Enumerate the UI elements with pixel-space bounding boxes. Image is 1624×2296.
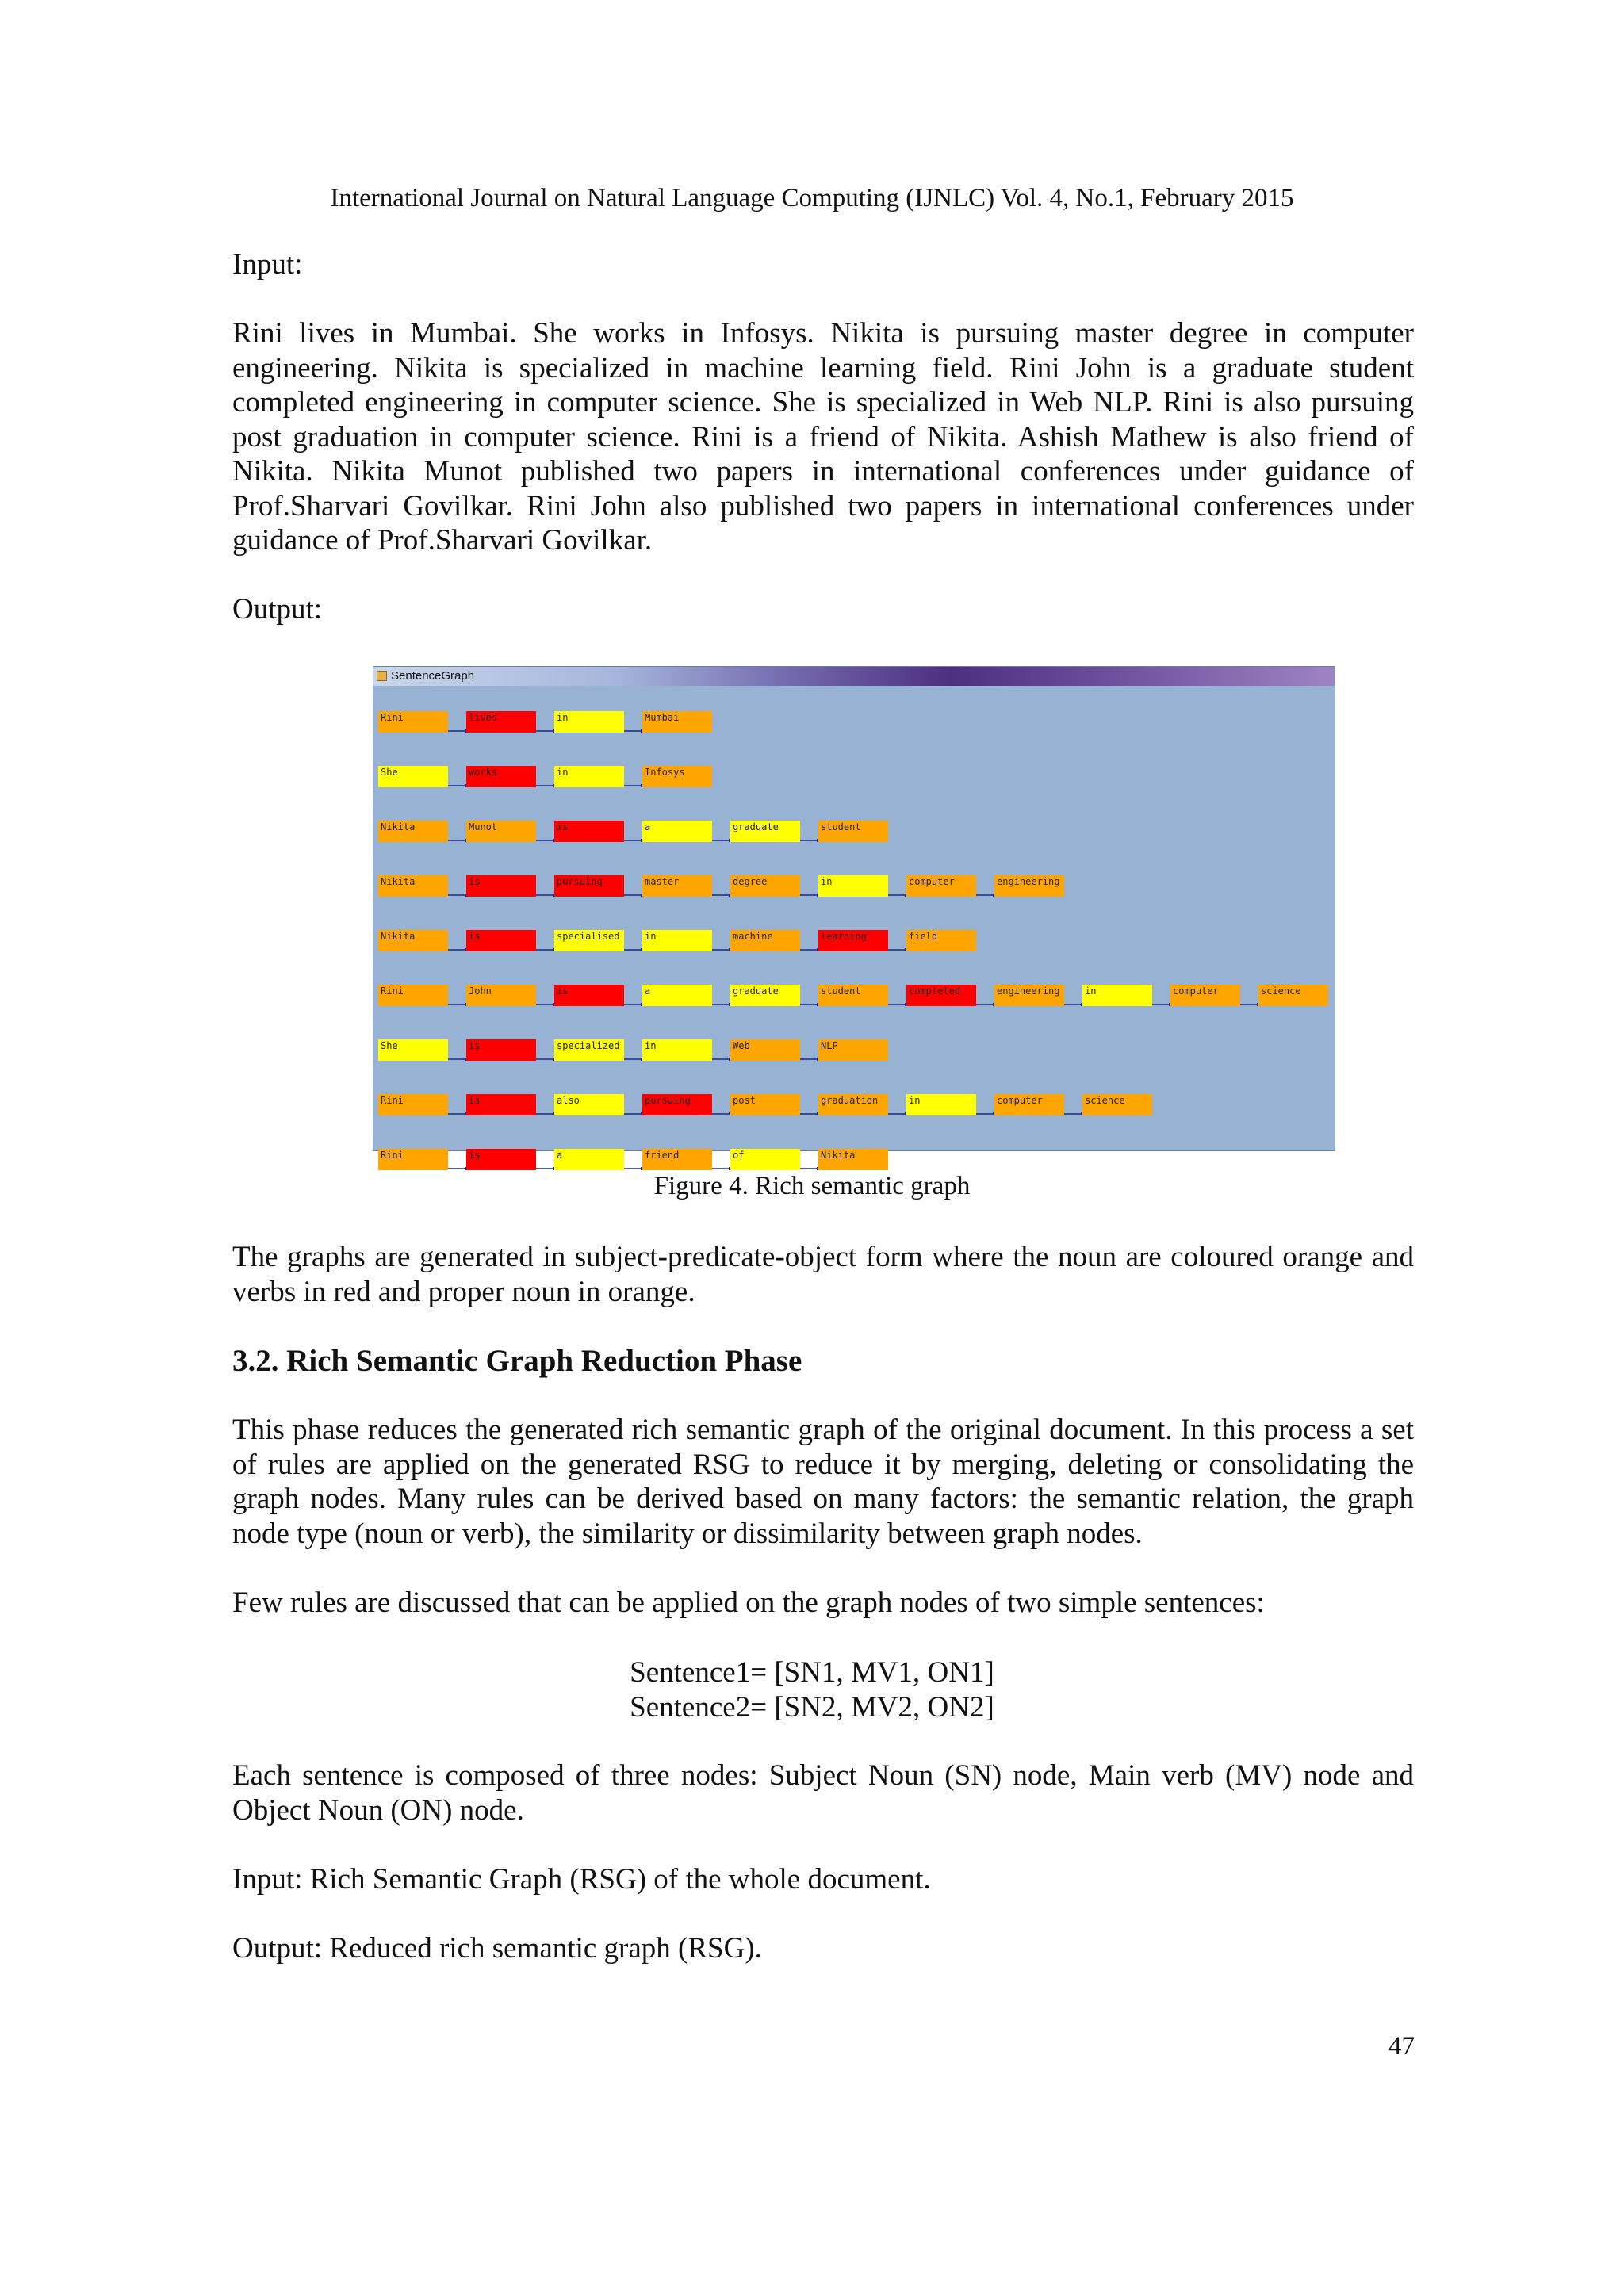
graph-node-label: completed <box>909 985 961 997</box>
graph-node-label: in <box>909 1095 921 1106</box>
paragraph-nodes: Each sentence is composed of three nodes: Subject Noun (SN) node, Main verb (MV) node and Object Noun (ON) node. <box>232 1759 1414 1827</box>
graph-node-label: works <box>469 767 498 778</box>
graph-node-label: friend <box>645 1150 680 1161</box>
graph-node-label: machine <box>733 931 773 942</box>
graph-node-label: computer <box>909 876 955 887</box>
graph-node-label: is <box>469 931 481 942</box>
sentence2-definition: Sentence2= [SN2, MV2, ON2] <box>630 1691 994 1724</box>
graph-row <box>378 1149 888 1170</box>
graph-node-label: Rini <box>381 1095 404 1106</box>
graph-node-label: She <box>381 1040 398 1051</box>
graph-row <box>378 1039 888 1061</box>
graph-node-label: Munot <box>469 821 498 832</box>
graph-node-label: is <box>469 1150 481 1161</box>
graph-node-label: in <box>645 931 657 942</box>
graph-node-label: lives <box>469 712 498 723</box>
graph-node-label: She <box>381 767 398 778</box>
paragraph-rules: Few rules are discussed that can be applied on the graph nodes of two simple sentences: <box>232 1586 1265 1619</box>
paragraph-output: Output: Reduced rich semantic graph (RSG). <box>232 1932 762 1965</box>
graph-node-label: pursuing <box>645 1095 691 1106</box>
graph-row <box>378 766 712 787</box>
sentence1-definition: Sentence1= [SN1, MV1, ON1] <box>630 1656 994 1689</box>
figure-caption: Figure 4. Rich semantic graph <box>653 1172 971 1200</box>
window-title: SentenceGraph <box>391 669 475 683</box>
graph-node-label: a <box>557 1150 563 1161</box>
graph-node-yellow <box>642 821 712 842</box>
graph-node-yellow <box>554 1149 624 1170</box>
graph-node-label: science <box>1261 985 1301 997</box>
graph-node-label: specialized <box>557 1040 620 1051</box>
graph-node-label: field <box>909 931 938 942</box>
paragraph-phase: This phase reduces the generated rich semantic graph of the original document. In this process a set of rules are applied on the generated RSG to reduce it by merging, deleting or consolidating the graph nodes. Many rules can be derived based on many factors: the semantic relation, the graph node type (noun or verb), the similarity or dissimilarity between graph nodes. <box>232 1414 1414 1550</box>
input-paragraph: Rini lives in Mumbai. She works in Infosys. Nikita is pursuing master degree in computer engineering. Nikita is specialized in machine learning field. Rini John is a graduate student completed engineering in computer science. She is specialized in Web NLP. Rini is also pursuing post graduation in computer science. Rini is a friend of Nikita. Ashish Mathew is also friend of Nikita. Nikita Munot published two papers in international conferences under guidance of Prof.Sharvari Govilkar. Rini John also published two papers in international conferences under guidance of Prof.Sharvari Govilkar. <box>232 317 1414 557</box>
graph-node-label: computer <box>997 1095 1043 1106</box>
graph-node-label: a <box>645 821 651 832</box>
graph-row <box>378 985 1328 1006</box>
graph-node-label: Nikita <box>381 931 416 942</box>
graph-node-label: in <box>821 876 833 887</box>
graph-node-label: Infosys <box>645 767 685 778</box>
paragraph-input: Input: Rich Semantic Graph (RSG) of the whole document. <box>232 1863 931 1896</box>
input-label: Input: <box>232 248 303 281</box>
graph-node-label: Nikita <box>381 821 416 832</box>
graph-row <box>378 930 976 951</box>
graph-node-label: pursuing <box>557 876 603 887</box>
graph-node-label: is <box>557 821 569 832</box>
graph-node-yellow <box>642 985 712 1006</box>
graph-node-label: also <box>557 1095 580 1106</box>
journal-header: International Journal on Natural Language Computing (IJNLC) Vol. 4, No.1, February 2015 <box>330 184 1294 212</box>
graph-node-label: specialised <box>557 931 620 942</box>
graph-node-label: science <box>1085 1095 1125 1106</box>
graph-node-label: master <box>645 876 680 887</box>
graph-node-label: student <box>821 821 861 832</box>
graph-node-label: computer <box>1173 985 1219 997</box>
graph-row <box>378 1094 1152 1115</box>
sentence-graph-window <box>373 666 1335 1161</box>
graph-node-label: in <box>557 767 569 778</box>
graph-node-label: is <box>469 1040 481 1051</box>
page-number: 47 <box>1388 2032 1415 2061</box>
graph-node-label: is <box>557 985 569 997</box>
graph-node-label: graduate <box>733 821 779 832</box>
window-titlebar <box>373 667 1335 686</box>
graph-node-label: graduation <box>821 1095 879 1106</box>
section-heading: 3.2. Rich Semantic Graph Reduction Phase <box>232 1344 802 1378</box>
graph-node-label: is <box>469 1095 481 1106</box>
app-icon <box>377 671 387 681</box>
graph-node-label: student <box>821 985 861 997</box>
graph-node-label: learning <box>821 931 867 942</box>
graph-row <box>378 875 1064 897</box>
graph-node-label: in <box>1085 985 1097 997</box>
graph-node-label: in <box>645 1040 657 1051</box>
graph-row <box>378 711 712 733</box>
graph-row <box>378 821 888 842</box>
graph-node-label: John <box>469 985 492 997</box>
graph-node-label: of <box>733 1150 745 1161</box>
graph-node-label: Nikita <box>381 876 416 887</box>
graph-node-label: Mumbai <box>645 712 680 723</box>
graph-node-label: Nikita <box>821 1150 856 1161</box>
graph-node-label: a <box>645 985 651 997</box>
paragraph-graph-description: The graphs are generated in subject-predicate-object form where the noun are coloured orange and verbs in red and proper noun in orange. <box>232 1241 1414 1308</box>
graph-node-label: Rini <box>381 712 404 723</box>
graph-node-label: graduate <box>733 985 779 997</box>
graph-node-label: degree <box>733 876 768 887</box>
graph-node-label: Web <box>733 1040 750 1051</box>
semantic-graph <box>373 686 1335 1161</box>
graph-node-label: in <box>557 712 569 723</box>
graph-node-label: engineering <box>997 985 1060 997</box>
graph-node-label: Rini <box>381 1150 404 1161</box>
output-label: Output: <box>232 593 323 626</box>
graph-node-label: engineering <box>997 876 1060 887</box>
graph-node-label: post <box>733 1095 756 1106</box>
graph-node-label: is <box>469 876 481 887</box>
graph-node-label: Rini <box>381 985 404 997</box>
graph-node-label: NLP <box>821 1040 838 1051</box>
